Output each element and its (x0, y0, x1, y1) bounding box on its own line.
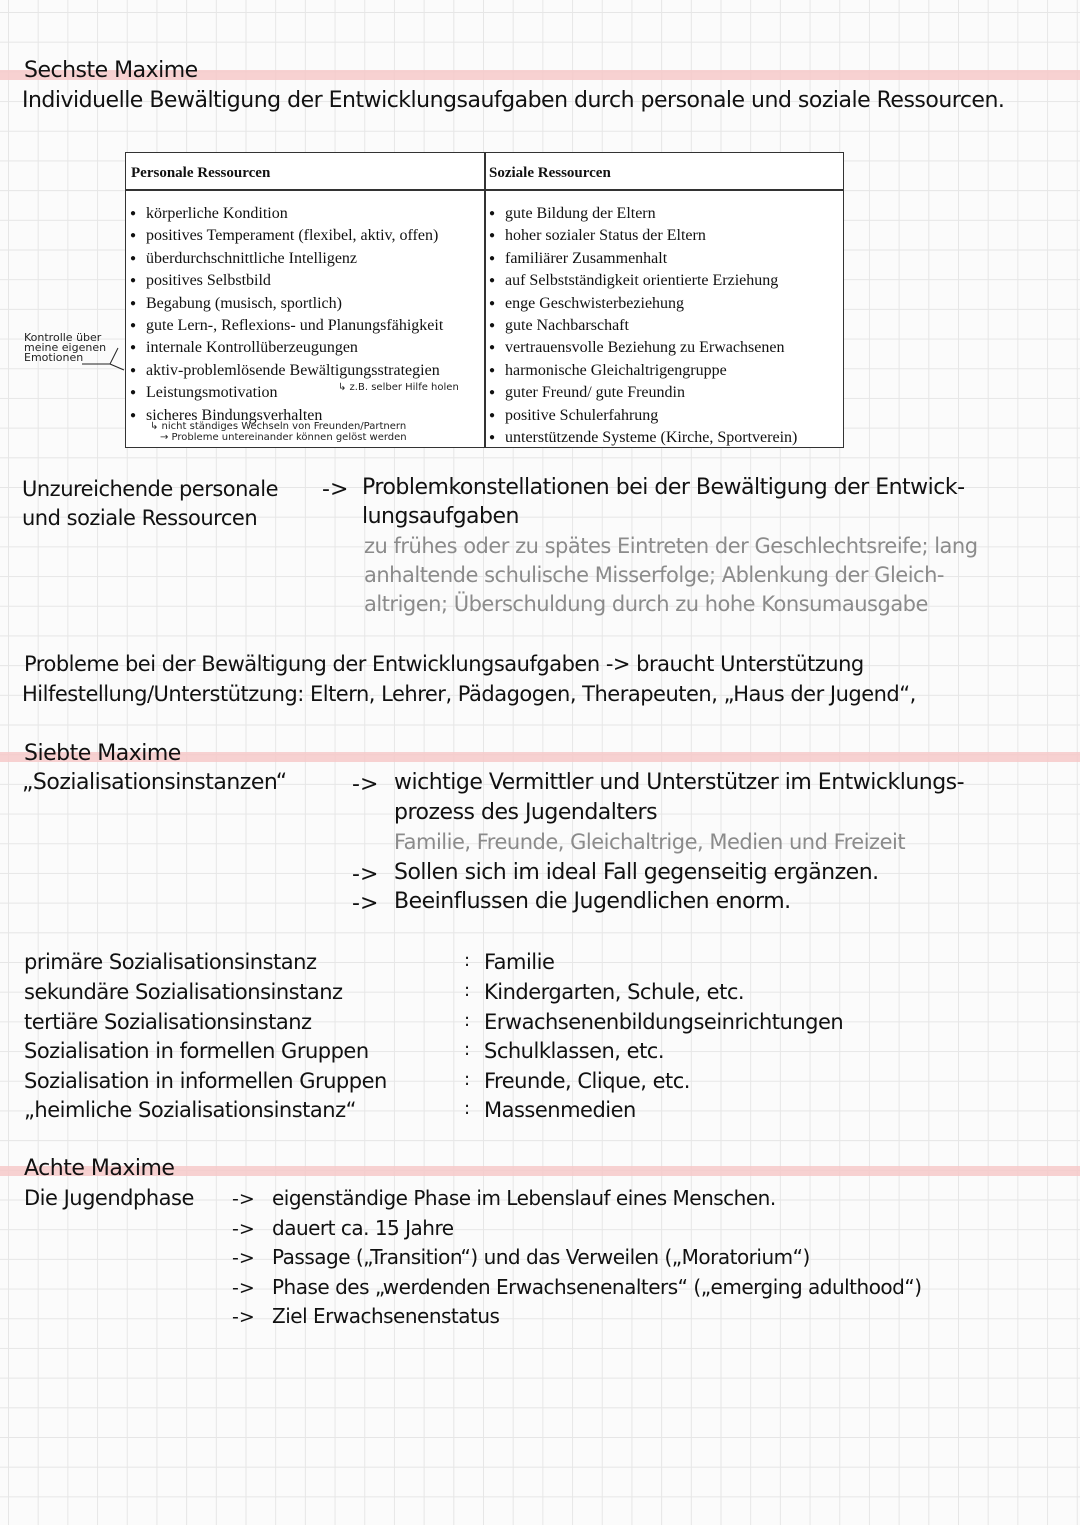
instance-value: Erwachsenenbildungseinrichtungen (484, 1010, 844, 1034)
binding-note: → Probleme untereinander können gelöst werden (160, 432, 407, 443)
table-divider (484, 153, 486, 447)
list-item: ● Begabung (musisch, sportlich) (128, 293, 443, 315)
support-text: Hilfestellung/Unterstützung: Eltern, Lehrer, Pädagogen, Therapeuten, „Haus der Jugend“, (22, 682, 916, 706)
arrow-icon: -> (232, 1306, 255, 1328)
youth-phase-point: Ziel Erwachsenenstatus (272, 1304, 500, 1328)
arrow-icon: -> (232, 1218, 255, 1240)
list-item: ● körperliche Kondition (128, 203, 443, 225)
seventh-maxim-subject: „Sozialisationsinstanzen“ (22, 770, 287, 795)
list-item: ● vertrauensvolle Beziehung zu Erwachsenen (487, 337, 797, 359)
youth-phase-point: dauert ca. 15 Jahre (272, 1216, 454, 1240)
social-resources-header: Soziale Ressourcen (489, 165, 611, 181)
list-item: ● guter Freund/ gute Freundin (487, 382, 797, 404)
list-item: ● familiärer Zusammenhalt (487, 248, 797, 270)
instance-label: „heimliche Sozialisationsinstanz“ (24, 1098, 356, 1122)
arrow-icon: -> (232, 1277, 255, 1299)
instance-value: Kindergarten, Schule, etc. (484, 980, 745, 1004)
problem-text: lungsaufgaben (362, 504, 519, 529)
instance-label: tertiäre Sozialisationsinstanz (24, 1010, 312, 1034)
seventh-text: Sollen sich im ideal Fall gegenseitig ergänzen. (394, 860, 879, 885)
instance-colon: : (464, 1039, 470, 1060)
motivation-note: ↳ z.B. selber Hilfe holen (338, 382, 459, 393)
list-item: ● positive Schulerfahrung (487, 405, 797, 427)
list-item: ● Leistungsmotivation (128, 382, 443, 404)
side-note-arrow-icon (80, 340, 128, 376)
personal-resources-header: Personale Ressourcen (131, 165, 271, 181)
seventh-text: prozess des Jugendalters (394, 800, 658, 825)
eighth-maxim-subject: Die Jugendphase (24, 1186, 194, 1210)
instance-colon: : (464, 1069, 470, 1090)
list-item: ● auf Selbstständigkeit orientierte Erziehung (487, 270, 797, 292)
list-item: ● aktiv-problemlösende Bewältigungsstrategien (128, 360, 443, 382)
youth-phase-point: Passage („Transition“) und das Verweilen („Moratorium“) (272, 1245, 810, 1269)
arrow-icon: -> (232, 1188, 255, 1210)
arrow-icon: -> (352, 862, 379, 887)
problem-examples: altrigen; Überschuldung durch zu hohe Konsumausgabe (364, 592, 928, 616)
youth-phase-point: eigenständige Phase im Lebenslauf eines Menschen. (272, 1186, 776, 1210)
insufficient-resources-label: und soziale Ressourcen (22, 506, 258, 530)
list-item: ● internale Kontrollüberzeugungen (128, 337, 443, 359)
binding-note: ↳ nicht ständiges Wechseln von Freunden/Partnern (150, 421, 407, 432)
list-item: ● gute Nachbarschaft (487, 315, 797, 337)
support-text: Probleme bei der Bewältigung der Entwicklungsaufgaben -> braucht Unterstützung (24, 652, 864, 676)
youth-phase-point: Phase des „werdenden Erwachsenenalters“ („emerging adulthood“) (272, 1275, 922, 1299)
instance-colon: : (464, 1098, 470, 1119)
problem-examples: anhaltende schulische Misserfolge; Ablenkung der Gleich- (364, 563, 944, 587)
problem-text: Problemkonstellationen bei der Bewältigung der Entwick- (362, 475, 965, 500)
seventh-examples: Familie, Freunde, Gleichaltrige, Medien und Freizeit (394, 830, 906, 854)
insufficient-resources-label: Unzureichende personale (22, 477, 279, 501)
list-item: ● gute Bildung der Eltern (487, 203, 797, 225)
arrow-icon: -> (322, 477, 349, 502)
instance-colon: : (464, 950, 470, 971)
problem-examples: zu frühes oder zu spätes Eintreten der Geschlechtsreife; lang (364, 534, 978, 558)
arrow-icon: -> (232, 1247, 255, 1269)
personal-resources-list (128, 203, 443, 427)
list-item: ● positives Temperament (flexibel, aktiv, offen) (128, 225, 443, 247)
side-note-line: Emotionen (24, 351, 84, 364)
list-item: ● harmonische Gleichaltrigengruppe (487, 360, 797, 382)
arrow-icon: -> (352, 772, 379, 797)
instance-colon: : (464, 1010, 470, 1031)
seventh-text: wichtige Vermittler und Unterstützer im Entwicklungs- (394, 770, 965, 795)
side-note-line: Kontrolle über (24, 331, 102, 344)
instance-colon: : (464, 980, 470, 1001)
list-item: ● enge Geschwisterbeziehung (487, 293, 797, 315)
instance-value: Massenmedien (484, 1098, 636, 1122)
resources-table (125, 152, 844, 448)
instance-value: Schulklassen, etc. (484, 1039, 665, 1063)
section-title-eighth: Achte Maxime (24, 1156, 175, 1181)
side-note-line: meine eigenen (24, 341, 107, 354)
instance-label: Sozialisation in formellen Gruppen (24, 1039, 369, 1063)
list-item: ● sicheres Bindungsverhalten (128, 405, 443, 427)
list-item: ● hoher sozialer Status der Eltern (487, 225, 797, 247)
section-title-seventh: Siebte Maxime (24, 741, 181, 766)
list-item: ● unterstützende Systeme (Kirche, Sportverein) (487, 427, 797, 449)
section-title-sixth: Sechste Maxime (24, 58, 198, 83)
seventh-text: Beeinflussen die Jugendlichen enorm. (394, 889, 791, 914)
list-item: ● überdurchschnittliche Intelligenz (128, 248, 443, 270)
arrow-icon: -> (352, 891, 379, 916)
social-resources-list (487, 203, 797, 449)
instance-label: Sozialisation in informellen Gruppen (24, 1069, 387, 1093)
list-item: ● gute Lern-, Reflexions- und Planungsfähigkeit (128, 315, 443, 337)
instance-label: sekundäre Sozialisationsinstanz (24, 980, 343, 1004)
list-item: ● positives Selbstbild (128, 270, 443, 292)
instance-value: Familie (484, 950, 555, 974)
sixth-maxim-statement: Individuelle Bewältigung der Entwicklungsaufgaben durch personale und soziale Ressourcen. (22, 88, 1005, 113)
instance-value: Freunde, Clique, etc. (484, 1069, 690, 1093)
instance-label: primäre Sozialisationsinstanz (24, 950, 317, 974)
